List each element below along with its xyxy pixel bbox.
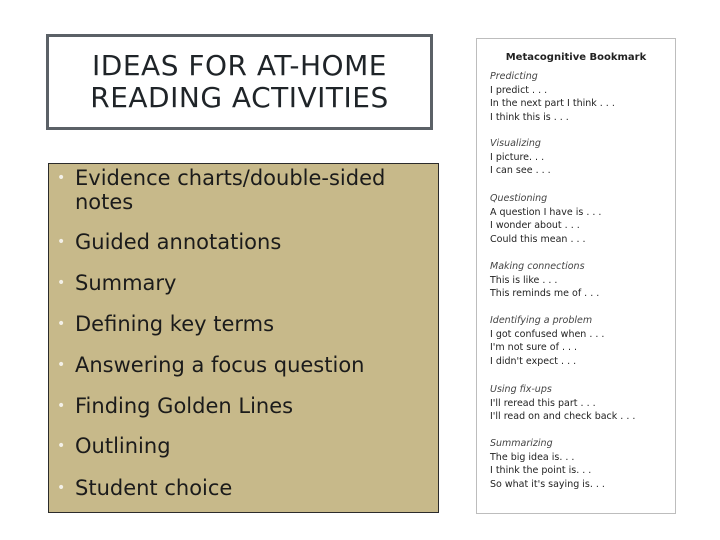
list-item-text: Evidence charts/double-sided notes (75, 166, 386, 214)
section-heading: Making connections (490, 261, 585, 272)
section-line: A question I have is . . . (490, 206, 602, 218)
bookmark-title: Metacognitive Bookmark (505, 52, 647, 63)
activities-list-panel (48, 163, 439, 513)
section-line: I got confused when . . . (490, 328, 605, 340)
title-box (46, 34, 433, 130)
list-item-text: Defining key terms (75, 312, 275, 336)
list-item (57, 434, 430, 458)
section-line: I didn't expect . . . (490, 355, 577, 367)
section-line: The big idea is. . . (490, 451, 575, 463)
bullet-icon: • (57, 234, 66, 250)
list-item-text: Answering a focus question (75, 353, 365, 377)
list-item-text: Finding Golden Lines (75, 394, 294, 418)
section-line: I'm not sure of . . . (490, 342, 578, 354)
metacognitive-bookmark (476, 38, 676, 514)
section-line: I predict . . . (490, 84, 548, 96)
section-line: This is like . . . (490, 274, 558, 286)
bullet-icon: • (57, 357, 66, 373)
bullet-icon: • (57, 275, 66, 291)
section-line: This reminds me of . . . (490, 288, 600, 300)
section-line: I think this is . . . (490, 111, 569, 123)
bookmark-section-summarizing (490, 437, 669, 491)
section-line: I'll reread this part . . . (490, 397, 596, 409)
section-line: Could this mean . . . (490, 233, 586, 245)
list-item (57, 312, 430, 336)
list-item-text: Outlining (75, 434, 171, 458)
title-line-2: READING ACTIVITIES (90, 81, 389, 114)
slide-title (90, 50, 388, 114)
bookmark-section-identifying-problem (490, 314, 669, 368)
bookmark-section-making-connections (490, 260, 669, 301)
section-heading: Questioning (490, 193, 548, 204)
bookmark-section-fix-ups (490, 383, 669, 424)
section-line: I can see . . . (490, 165, 551, 177)
section-line: I wonder about . . . (490, 220, 580, 232)
section-line: I'll read on and check back . . . (490, 411, 636, 423)
section-line: So what it's saying is. . . (490, 478, 605, 490)
bookmark-section-predicting (490, 70, 669, 124)
list-item (57, 230, 430, 254)
section-heading: Predicting (490, 71, 538, 82)
bullet-icon: • (57, 438, 66, 454)
bullet-icon: • (57, 170, 66, 186)
section-line: In the next part I think . . . (490, 98, 615, 110)
list-item (57, 166, 430, 214)
section-heading: Using fix-ups (490, 384, 552, 395)
list-item (57, 353, 430, 377)
bookmark-section-questioning (490, 192, 669, 246)
section-heading: Visualizing (490, 138, 541, 149)
section-line: I think the point is. . . (490, 465, 592, 477)
list-item (57, 271, 430, 295)
list-item (57, 394, 430, 418)
list-item (57, 476, 430, 500)
section-heading: Summarizing (490, 438, 553, 449)
bookmark-section-visualizing (490, 137, 669, 178)
list-item-text: Guided annotations (75, 230, 282, 254)
bullet-icon: • (57, 398, 66, 414)
bullet-icon: • (57, 480, 66, 496)
bullet-icon: • (57, 316, 66, 332)
title-line-1: IDEAS FOR AT-HOME (92, 49, 387, 82)
section-line: I picture. . . (490, 151, 545, 163)
list-item-text: Student choice (75, 476, 233, 500)
list-item-text: Summary (75, 271, 177, 295)
section-heading: Identifying a problem (490, 315, 593, 326)
